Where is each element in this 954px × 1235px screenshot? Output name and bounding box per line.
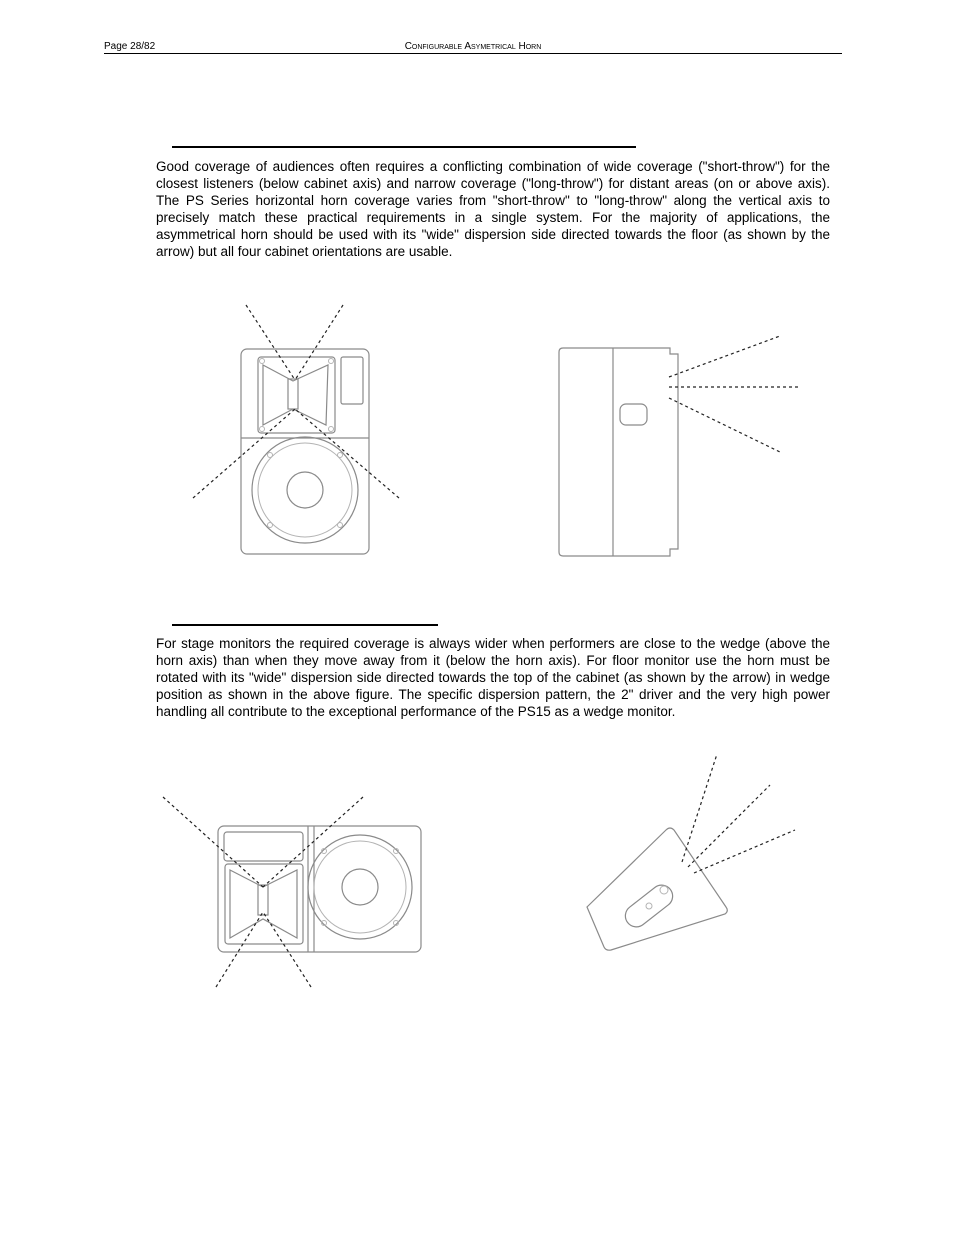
- monitor-front-drawing: [163, 797, 421, 987]
- document-title: Configurable Asymetrical Horn: [404, 41, 542, 52]
- wedge-side-drawing: [587, 754, 795, 950]
- page-number: Page 28/82: [104, 41, 156, 52]
- section2-paragraph: For stage monitors the required coverage is always wider when performers are close to the wedge (above the horn axis) than when they move away from it (below the horn axis). For floor monitor use the horn must be rotated with its "wide" dispersion side directed towards the top of the cabinet (as shown by the arrow) in wedge position as shown in the above figure. The specific dispersion pattern, the 2" driver and the very high power handling all contribute to the exceptional performance of the PS15 as a wedge monitor.: [156, 636, 830, 719]
- front-cabinet-drawing: [193, 305, 399, 554]
- page-header: [104, 40, 842, 54]
- section2-heading-rule: [172, 624, 438, 626]
- side-cabinet-drawing: [559, 336, 798, 556]
- section1-heading-rule: [172, 146, 636, 148]
- section1-paragraph: Good coverage of audiences often requires a conflicting combination of wide coverage ("short-throw") for the closest listeners (below cabinet axis) and narrow coverage ("long-throw") for distant areas (on or above axis). The PS Series horizontal horn coverage varies from "short-throw" to "long-throw" along the vertical axis to precisely match these practical requirements in a single system. For the majority of applications, the asymmetrical horn should be used with its "wide" dispersion side directed towards the floor (as shown by the arrow) but all four cabinet orientations are usable.: [156, 159, 830, 259]
